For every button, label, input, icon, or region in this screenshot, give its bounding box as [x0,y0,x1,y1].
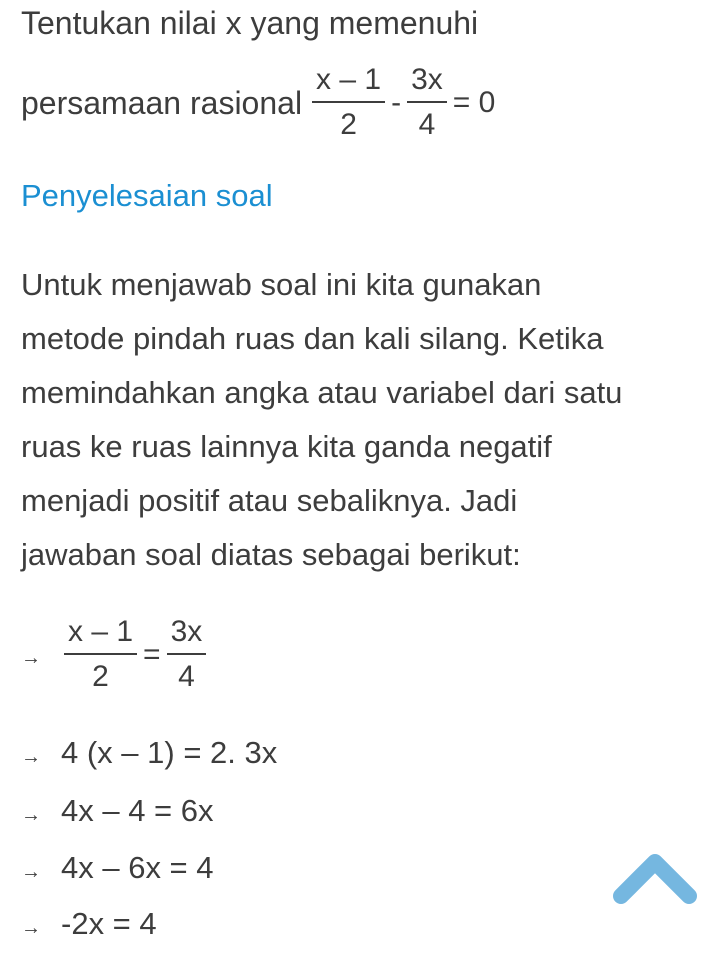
fraction-bar [64,653,137,655]
solution-step-2 [21,735,277,771]
paragraph-line: menjadi positif atau sebaliknya. Jadi [21,483,518,518]
paragraph-line: Untuk menjawab soal ini kita gunakan [21,267,542,302]
scroll-to-top-button[interactable] [613,846,697,912]
equals-sign: = [143,637,161,671]
paragraph-line: memindahkan angka atau variabel dari satu [21,375,623,410]
solution-step-4 [21,850,214,886]
fraction-denominator: 4 [178,660,195,693]
step-fraction-1 [64,614,137,695]
step-equation: 4 (x – 1) = 2. 3x [61,735,278,770]
paragraph-line: metode pindah ruas dan kali silang. Ketika [21,321,604,356]
arrow-icon: → [21,745,41,768]
arrow-icon: → [21,916,41,939]
fraction-numerator: 3x [170,615,203,648]
paragraph-line: ruas ke ruas lainnya kita ganda negatif [21,429,552,464]
fraction-numerator: 3x [411,63,443,96]
question-fraction-1 [312,62,385,143]
fraction-denominator: 2 [92,660,109,693]
question-line-1: Tentukan nilai x yang memenuhi [21,5,479,41]
solution-step-1 [21,614,209,695]
chevron-up-icon [613,846,697,912]
fraction-bar [407,101,447,103]
question-prefix: persamaan rasional [21,84,303,121]
arrow-icon: → [21,803,41,826]
step-equation: 4x – 6x = 4 [61,850,214,885]
arrow-icon: → [21,860,41,883]
question-fraction-2 [407,62,447,143]
paragraph-line: jawaban soal diatas sebagai berikut: [21,537,521,572]
solution-step-3 [21,793,214,829]
fraction-bar [167,653,207,655]
fraction-numerator: x – 1 [68,615,134,648]
solution-subheading: Penyelesaian soal [21,178,273,213]
question-line-2 [21,62,498,143]
minus-sign: - [391,85,402,119]
fraction-denominator: 4 [418,108,436,141]
fraction-bar [312,101,385,103]
step-equation: 4x – 4 = 6x [61,793,214,828]
fraction-denominator: 2 [340,108,357,141]
step-equation: -2x = 4 [61,906,157,941]
fraction-numerator: x – 1 [316,63,382,96]
step-fraction-2 [167,614,207,695]
solution-step-5 [21,906,157,942]
explanation-paragraph [21,258,693,582]
arrow-icon: → [21,647,41,669]
equals-zero: = 0 [452,85,496,119]
